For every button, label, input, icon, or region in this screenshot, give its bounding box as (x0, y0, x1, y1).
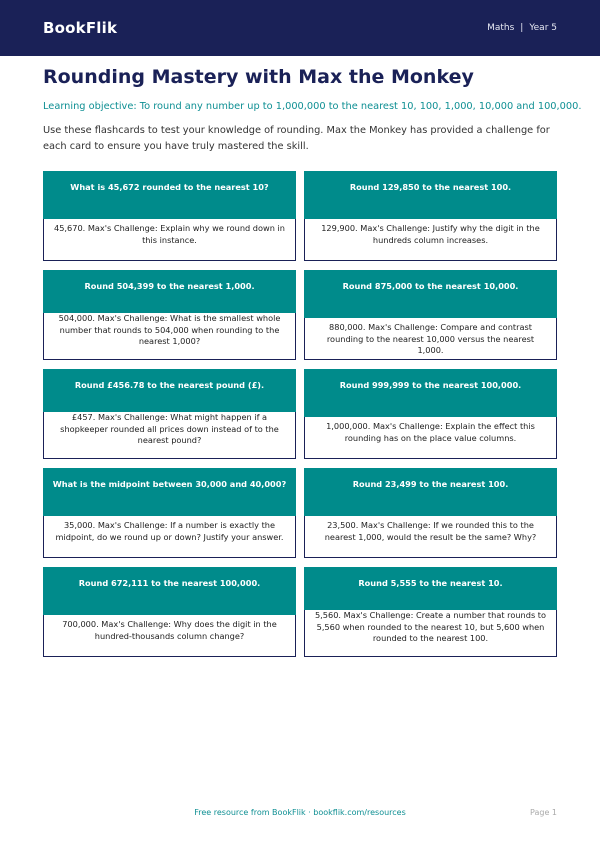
brand-logo[interactable]: BookFlik (43, 19, 118, 37)
flashcard-answer: 700,000. Max's Challenge: Why does the digit in the hundred-thousands column change? (43, 615, 296, 657)
flashcard-question: Round £456.78 to the nearest pound (£). (43, 369, 296, 417)
page-title: Rounding Mastery with Max the Monkey (43, 66, 474, 88)
flashcard-answer: 1,000,000. Max's Challenge: Explain the effect this rounding has on the place value columns. (304, 417, 557, 459)
flashcard-10 (304, 567, 557, 657)
meta-separator: | (520, 23, 524, 33)
flashcard-grid (43, 171, 557, 657)
year-label: Year 5 (529, 23, 557, 33)
flashcard-answer: 45,670. Max's Challenge: Explain why we round down in this instance. (43, 219, 296, 261)
flashcard-answer: 35,000. Max's Challenge: If a number is exactly the midpoint, do we round up or down? Justify your answer. (43, 516, 296, 558)
learning-objective: Learning objective: To round any number up to 1,000,000 to the nearest 10, 100, 1,000, 10,000 and 100,000. (43, 101, 582, 112)
flashcard-5 (43, 369, 296, 459)
flashcard-answer: 129,900. Max's Challenge: Justify why the digit in the hundreds column increases. (304, 219, 557, 261)
intro-text: Use these flashcards to test your knowledge of rounding. Max the Monkey has provided a challenge for each card to ensure you have truly mastered the skill. (43, 125, 550, 152)
flashcard-question: Round 875,000 to the nearest 10,000. (304, 270, 557, 318)
footer-link[interactable]: Free resource from BookFlik · bookflik.com/resources (194, 808, 406, 817)
flashcard-2 (304, 171, 557, 261)
subject-year-label (487, 23, 557, 33)
header-bar (0, 0, 600, 56)
flashcard-answer: 880,000. Max's Challenge: Compare and contrast rounding to the nearest 10,000 versus the nearest 1,000. (304, 318, 557, 360)
page-number: Page 1 (530, 808, 557, 817)
flashcard-question: What is 45,672 rounded to the nearest 10? (43, 171, 296, 219)
flashcard-question: Round 23,499 to the nearest 100. (304, 468, 557, 516)
flashcard-question: Round 999,999 to the nearest 100,000. (304, 369, 557, 417)
subject-label: Maths (487, 23, 515, 33)
flashcard-question: Round 5,555 to the nearest 10. (304, 567, 557, 615)
flashcard-6 (304, 369, 557, 459)
flashcard-1 (43, 171, 296, 261)
flashcard-3 (43, 270, 296, 360)
flashcard-answer: 5,560. Max's Challenge: Create a number that rounds to 5,560 when rounded to the nearest 10, but 5,600 when rounded to the nearest 100. (304, 610, 557, 657)
flashcard-question: Round 504,399 to the nearest 1,000. (43, 270, 296, 318)
flashcard-question: What is the midpoint between 30,000 and 40,000? (43, 468, 296, 516)
flashcard-answer: 23,500. Max's Challenge: If we rounded this to the nearest 1,000, would the result be the same? Why? (304, 516, 557, 558)
flashcard-answer: 504,000. Max's Challenge: What is the smallest whole number that rounds to 504,000 when rounding to the nearest 1,000? (43, 313, 296, 360)
flashcard-8 (304, 468, 557, 558)
flashcard-answer: £457. Max's Challenge: What might happen if a shopkeeper rounded all prices down instead of to the nearest pound? (43, 412, 296, 459)
flashcard-7 (43, 468, 296, 558)
flashcard-9 (43, 567, 296, 657)
flashcard-4 (304, 270, 557, 360)
flashcard-question: Round 129,850 to the nearest 100. (304, 171, 557, 219)
flashcard-question: Round 672,111 to the nearest 100,000. (43, 567, 296, 615)
